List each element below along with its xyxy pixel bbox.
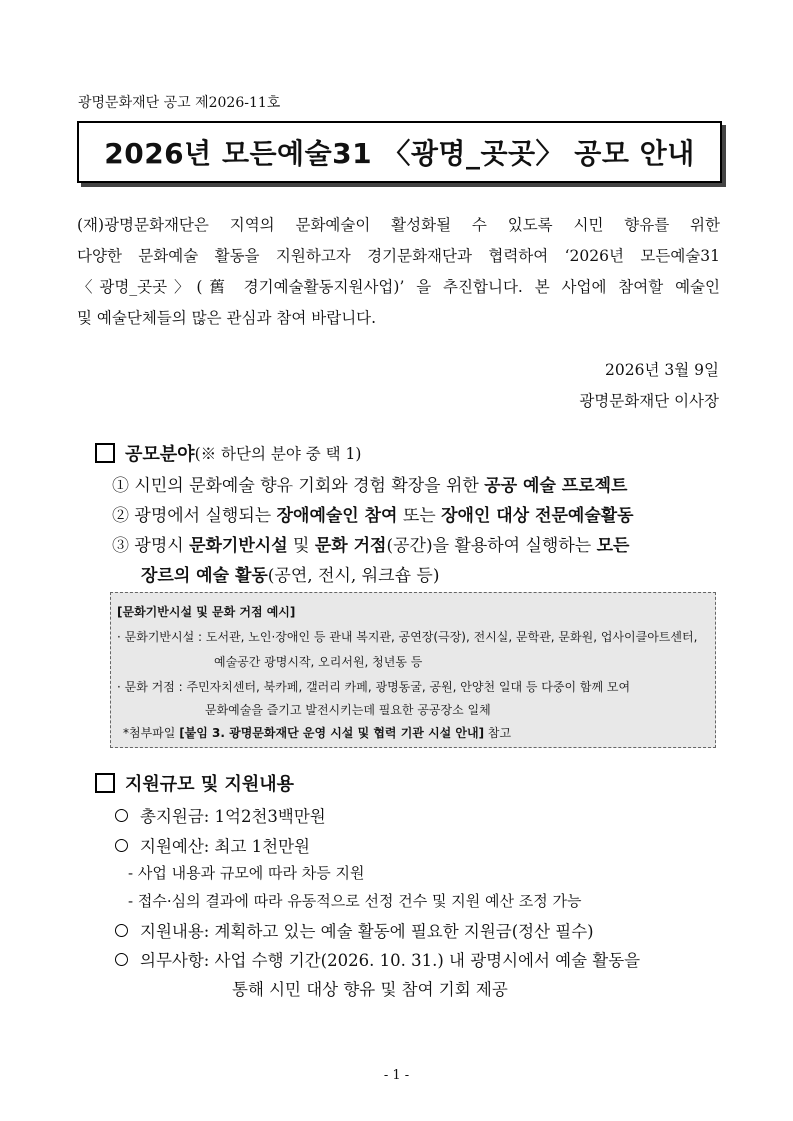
example-line: 문화예술을 즐기고 발전시키는데 필요한 공공장소 일체 [205, 703, 491, 717]
section-heading-field [95, 440, 361, 466]
intro-line: 〈광명_곳곳〉(舊 경기예술활동지원사업)’ 을 추진합니다. 본 사업에 참여할 예술인 [77, 278, 720, 296]
item-text: 광명에서 실행되는 [134, 506, 277, 526]
list-item [112, 471, 627, 496]
support-duty: 의무사항: 사업 수행 기간(2026. 10. 31.) 내 광명시에서 예술 활동을 [140, 951, 641, 970]
page-title: 2026년 모든예술31 〈광명_곳곳〉 공모 안내 [104, 137, 695, 170]
circle-bullet-icon [115, 809, 128, 822]
support-duty-continued: 통해 시민 대상 향유 및 참여 기회 제공 [232, 980, 508, 999]
item-number: ② [112, 506, 129, 526]
checkbox-square-icon [95, 773, 115, 793]
checkbox-square-icon [95, 443, 115, 463]
page-number: - 1 - [383, 1068, 410, 1083]
support-item [115, 947, 640, 971]
item-number: ① [112, 476, 129, 496]
item-text: (공연, 전시, 워크숍 등) [267, 566, 440, 586]
title-box [77, 121, 722, 183]
intro-line: 다양한 문화예술 활동을 지원하고자 경기문화재단과 협력하여 ‘2026년 모든예술31 [77, 247, 720, 265]
issue-date: 2026년 3월 9일 [605, 361, 719, 379]
item-bold: 모든 [596, 536, 630, 556]
support-budget: 지원예산: 최고 1천만원 [140, 837, 310, 856]
example-note [123, 724, 511, 741]
support-total: 총지원금: 1억2천3백만원 [140, 807, 326, 826]
item-bold: 공공 예술 프로젝트 [484, 476, 628, 496]
item-bold: 장애인 대상 전문예술활동 [441, 506, 634, 526]
example-line: · 문화기반시설 : 도서관, 노인·장애인 등 관내 복지관, 공연장(극장), 전시실, 문학관, 문화원, 업사이클아트센터, [117, 630, 698, 644]
issuer: 광명문화재단 이사장 [579, 392, 719, 410]
notice-number: 광명문화재단 공고 제2026-11호 [78, 95, 281, 111]
example-box [110, 592, 716, 748]
item-bold: 문화 거점 [314, 536, 387, 556]
item-text: 및 [287, 536, 315, 556]
list-item-continued [141, 561, 439, 586]
item-text: 광명시 [134, 536, 190, 556]
section-title: 지원규모 및 지원내용 [125, 774, 295, 795]
circle-bullet-icon [115, 839, 128, 852]
item-text: 또는 [397, 506, 442, 526]
note-suffix: 참고 [484, 726, 512, 740]
support-content: 지원내용: 계획하고 있는 예술 활동에 필요한 지원금(정산 필수) [140, 922, 594, 941]
item-bold: 장르의 예술 활동 [141, 566, 268, 586]
item-bold: 장애예술인 참여 [276, 506, 398, 526]
example-title: [문화기반시설 및 문화 거점 예시] [117, 605, 296, 619]
item-text: 시민의 문화예술 향유 기회와 경험 확장을 위한 [134, 476, 485, 496]
intro-paragraph [77, 210, 720, 334]
example-line: 예술공간 광명시작, 오리서원, 청년동 등 [214, 655, 423, 669]
example-line: · 문화 거점 : 주민자치센터, 북카페, 갤러리 카페, 광명동굴, 공원, 안양천 일대 등 다중이 함께 모여 [117, 680, 631, 694]
circle-bullet-icon [115, 924, 128, 937]
item-bold: 문화기반시설 [189, 536, 288, 556]
support-item [115, 833, 310, 857]
support-dash-item: - 사업 내용과 규모에 따라 차등 지원 [128, 864, 365, 882]
section-heading-support [95, 770, 294, 796]
section-note: (※ 하단의 분야 중 택 1) [194, 445, 362, 463]
support-dash-item: - 접수·심의 결과에 따라 유동적으로 선정 건수 및 지원 예산 조정 가능 [128, 892, 582, 910]
note-bold: [붙임 3. 광명문화재단 운영 시설 및 협력 기관 시설 안내] [179, 726, 485, 740]
list-item [112, 531, 629, 556]
date-block [579, 355, 719, 417]
support-item [115, 803, 326, 827]
section-title: 공모분야 [125, 444, 195, 465]
list-item [112, 501, 634, 526]
intro-line: (재)광명문화재단은 지역의 문화예술이 활성화될 수 있도록 시민 향유를 위한 [77, 216, 720, 234]
support-item [115, 918, 594, 942]
circle-bullet-icon [115, 953, 128, 966]
item-text: (공간)을 활용하여 실행하는 [386, 536, 597, 556]
item-number: ③ [112, 536, 129, 556]
note-prefix: *첨부파일 [123, 726, 180, 740]
intro-line: 및 예술단체들의 많은 관심과 참여 바랍니다. [77, 309, 377, 327]
